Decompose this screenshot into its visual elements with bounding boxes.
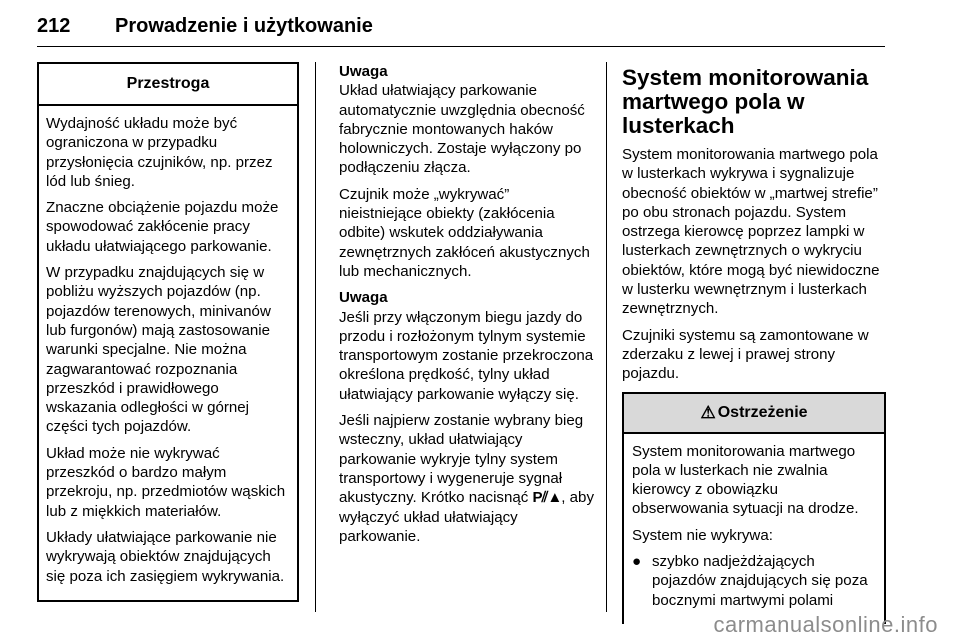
warning-paragraph: System monitorowania martwego pola w lusterkach nie zwalnia kierowcy z obowiązku obserwowania sytuacji na drodze. xyxy=(632,442,859,518)
warning-icon: ⚠ xyxy=(700,402,716,422)
bullet-icon: ● xyxy=(632,553,642,571)
note-label: Uwaga xyxy=(339,63,388,80)
warning-box xyxy=(622,392,886,624)
section-paragraph: System monitorowania martwego pola w lusterkach wykrywa i sygnalizuje obecność obiektów w „martwej strefie” po obu stronach pojazdu. System ostrzega kierowcę poprzez lampki w lusterkach zewnętrznych o wykryciu obiektów, które mogą być niewidoczne w lusterku wewnętrznym i lusterkach zewnętrznych. xyxy=(622,146,880,318)
page-number: 212 xyxy=(37,14,71,37)
note-text: Czujnik może „wykrywać” nieistniejące obiekty (zakłócenia odbite) wskutek oddziaływania zewnętrznych zakłóceń akustycznych lub mechanicznych. xyxy=(339,185,590,280)
note-text-part: , aby wyłączyć układ ułatwiający parkowanie. xyxy=(339,489,594,545)
caution-paragraph: W przypadku znajdujących się w pobliżu wyższych pojazdów (np. pojazdów terenowych, minivanów lub furgonów) mają zastosowanie warunki specjalne. Nie można zagwarantować rozpoznania przeszkód i prawidłowego wskazania odległości w górnej części tych pojazdów. xyxy=(46,264,271,436)
left-column xyxy=(37,62,299,602)
note-text: Układ ułatwiający parkowanie automatycznie uwzględnia obecność fabrycznie montowanych haków holowniczych. Zostaje wyłączony po podłączeniu złącza. xyxy=(339,82,585,177)
list-item xyxy=(632,552,878,610)
caution-paragraph: Układy ułatwiające parkowanie nie wykrywają obiektów znajdujących się poza ich zasięgiem wykrywania. xyxy=(46,528,285,585)
watermark: carmanualsonline.info xyxy=(713,612,938,637)
section-paragraph: Czujniki systemu są zamontowane w zderzaku z lewej i prawej strony pojazdu. xyxy=(622,326,869,383)
column-divider xyxy=(315,62,316,612)
note-text-part: Jeśli najpierw zostanie wybrany bieg wsteczny, układ ułatwiający parkowanie wykryje tylny system transportowy i wygeneruje sygnał akustyczny. Krótko nacisnąć xyxy=(339,412,584,507)
note-text: Jeśli przy włączonym biegu jazdy do przodu i rozłożonym tylnym systemie transportowym zostanie przekroczona określona prędkość, tylny układ ułatwiający parkowanie wyłączy się. xyxy=(339,308,594,403)
caution-paragraph: Układ może nie wykrywać przeszkód o bardzo małym przekroju, np. przedmiotów wąskich lub z miękkich materiałów. xyxy=(46,444,286,520)
caution-title: Przestroga xyxy=(39,64,297,106)
park-assist-button-icon: P⫽▲ xyxy=(532,489,562,507)
warning-paragraph: System nie wykrywa: xyxy=(632,526,773,544)
middle-column xyxy=(339,62,594,553)
note-label: Uwaga xyxy=(339,289,388,307)
section-title: System monitorowania martwego pola w lusterkach xyxy=(622,65,869,138)
caution-box xyxy=(37,62,299,602)
warning-header xyxy=(624,394,884,434)
caution-paragraph: Znaczne obciążenie pojazdu może spowodować zakłócenie pracy układu ułatwiającego parkowanie. xyxy=(46,199,279,255)
note-text xyxy=(339,411,594,546)
caution-paragraph: Wydajność układu może być ograniczona w przypadku przysłonięcia czujników, np. przez lód lub śnieg. xyxy=(46,115,273,190)
caution-body xyxy=(39,106,297,586)
page-title: Prowadzenie i użytkowanie xyxy=(115,14,373,37)
right-column xyxy=(622,66,886,624)
page-header xyxy=(37,6,885,47)
column-divider xyxy=(606,62,607,612)
warning-body xyxy=(624,434,884,610)
warning-title: Ostrzeżenie xyxy=(717,403,808,421)
list-item-text: szybko nadjeżdżających pojazdów znajdujących się poza bocznymi martwymi polami xyxy=(652,553,868,609)
